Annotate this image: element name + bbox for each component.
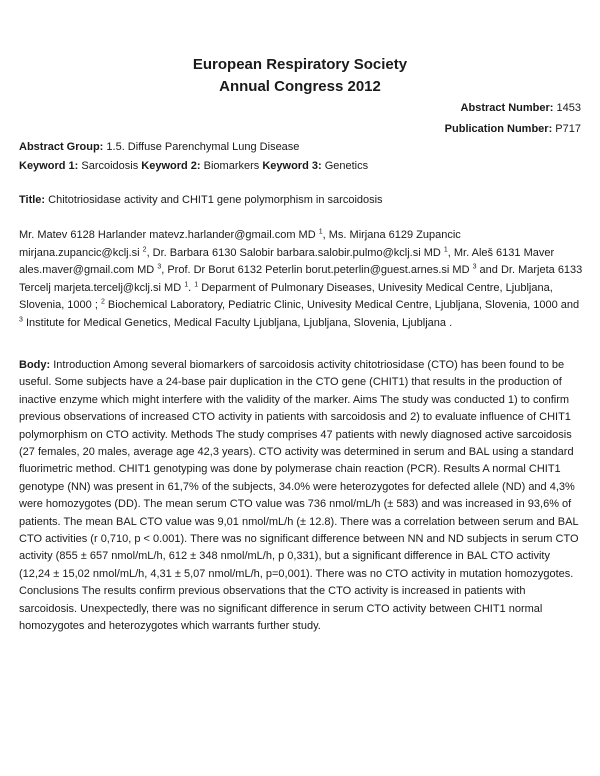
keyword3-value: Genetics <box>324 160 369 172</box>
affiliation-sup: 2 <box>100 298 105 306</box>
affiliation-sup: 1 <box>194 281 199 289</box>
publication-number-label: Publication Number: <box>444 123 553 135</box>
authors-text: , Prof. Dr Borut 6132 Peterlin borut.peterlin@guest.arnes.si MD <box>161 264 473 277</box>
affiliation-sup: 1 <box>443 245 448 253</box>
keyword2-value: Biomarkers <box>203 160 260 172</box>
congress-title: European Respiratory Society <box>192 56 408 73</box>
authors-text: and Dr. Marjeta 6133 Tercelj marjeta.tercelj@kclj.si MD <box>19 264 583 294</box>
authors-text: . <box>188 281 195 294</box>
abstract-number-label: Abstract Number: <box>460 102 554 114</box>
keyword1-label: Keyword 1: <box>19 160 79 172</box>
keywords <box>19 159 584 173</box>
authors-text: , Ms. Mirjana 6129 Zupancic mirjana.zupancic@kclj.si <box>19 229 461 259</box>
authors-affiliations <box>19 227 584 333</box>
affiliation-sup: 3 <box>157 263 162 271</box>
affiliations-text: Deparment of Pulmonary Diseases, Univesity Medical Centre, Ljubljana, Slovenia, 1000 ; <box>19 281 553 312</box>
title-label: Title: <box>19 194 46 206</box>
keyword2-label: Keyword 2: <box>141 160 201 172</box>
abstract-group-value: 1.5. Diffuse Parenchymal Lung Disease <box>106 141 300 153</box>
affiliation-sup: 3 <box>472 263 477 271</box>
abstract-number-value: 1453 <box>556 102 581 114</box>
abstract-title <box>19 193 584 207</box>
affiliations-text: Biochemical Laboratory, Pediatric Clinic, Univesity Medical Centre, Ljubljana, Slovenia, 1000 and <box>104 299 580 312</box>
authors-text: , Mr. Aleš 6131 Maver ales.maver@gmail.com MD <box>19 246 555 277</box>
affiliation-sup: 3 <box>19 316 23 324</box>
congress-subtitle: Annual Congress 2012 <box>219 78 381 95</box>
affiliation-sup: 1 <box>318 228 323 236</box>
authors-text: , Dr. Barbara 6130 Salobir barbara.salobir.pulmo@kclj.si MD <box>146 246 444 259</box>
body-label: Body: <box>19 359 51 371</box>
body-text: Introduction Among several biomarkers of sarcoidosis activity chitotriosidase (CTO) has been found to be useful. Some subjects have a 24-base pair duplication in the CTO gene (CHIT1) that results in the production of inactive enzyme which might interfere with the validity of the marker. Aims The study was conducted 1) to confirm previous observations of increased CTO activity in patients with sarcoidosis and 2) to evaluate influence of CHIT1 polymorphism on CTO activity. Methods The study comprises 47 patients with newly diagnosed active sarcoidosis (27 females, 20 males, average age 42,3 years). CTO activity was determined in serum and BAL using a standard fluorimetric method. CHIT1 genotyping was done by polymerase chain reaction (PCR). Results A normal CHIT1 genotype (NN) was present in 61,7% of the subjects, 34.0% were heterozygotes for defected allele (ND) and 4,3% were homozygotes (DD). The mean serum CTO value was 736 nmol/mL/h (± 583) and was increased in 93,6% of patients. The mean BAL CTO value was 9,01 nmol/mL/h (± 12.8). There was a correlation between serum and BAL CTO activities (r 0,710, p < 0.001). There was no significant difference between NN and ND subjects in serum CTO activity (855 ± 657 nmol/mL/h, 612 ± 348 nmol/mL/h, p 0,331), but a significant difference in BAL CTO activity (12,24 ± 15,02 nmol/mL/h, 4,31 ± 5,07 nmol/mL/h, p=0,001). There was no CTO activity in mutation homozygotes. Conclusions The results confirm previous observations that the CTO activity is increased in patients with sarcoidosis. Unexpectedly, there was no significant difference in serum CTO activity between CHIT1 normal homozygotes and heterozygotes which warrants further study. <box>19 359 579 633</box>
keyword1-value: Sarcoidosis <box>81 160 139 172</box>
abstract-number <box>461 101 581 115</box>
authors-text: Mr. Matev 6128 Harlander matevz.harlander@gmail.com MD <box>19 229 319 241</box>
title-value: Chitotriosidase activity and CHIT1 gene polymorphism in sarcoidosis <box>48 194 383 206</box>
abstract-group-label: Abstract Group: <box>19 141 104 153</box>
publication-number-value: P717 <box>555 123 581 135</box>
affiliation-sup: 2 <box>142 245 147 253</box>
publication-number <box>445 122 581 136</box>
keyword3-label: Keyword 3: <box>262 160 322 172</box>
abstract-body <box>19 357 584 636</box>
affiliations-text: Institute for Medical Genetics, Medical Faculty Ljubljana, Ljubljana, Slovenia, Ljubljana . <box>22 316 453 329</box>
affiliation-sup: 1 <box>184 281 189 289</box>
abstract-group <box>19 140 584 154</box>
